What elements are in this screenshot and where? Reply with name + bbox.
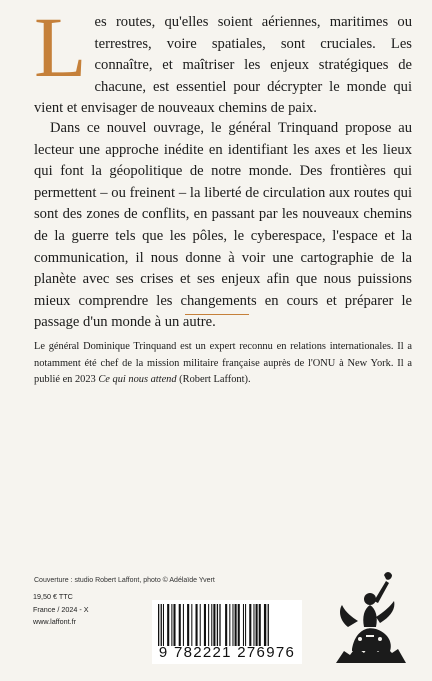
barcode-bar bbox=[238, 604, 240, 646]
price-info bbox=[33, 591, 89, 629]
barcode-bar bbox=[208, 604, 209, 646]
cover-credits: Couverture : studio Robert Laffont, photo © Adélaïde Yvert bbox=[34, 577, 215, 584]
barcode-bar bbox=[259, 604, 261, 646]
barcode-bar bbox=[158, 604, 159, 646]
bio-text-after: (Robert Laffont). bbox=[176, 374, 251, 386]
barcode-bar bbox=[243, 604, 244, 646]
barcode-bar bbox=[183, 604, 184, 646]
author-bio bbox=[34, 339, 412, 389]
summary-paragraph: Dans ce nouvel ouvrage, le général Trinquand propose au lecteur une approche inédite en identifiant les axes et les lieux qui font la géopolitique de notre monde. Des frontières qui permettent – ou freinent – la liberté de circulation aux routes qui sont des zones de conflits, en passant par les nouveaux chemins de la guerre tels que les pôles, le cyberespace, l'espace et la communication, il nous donne à voir une cartographie de la planète avec ses crises et ses enjeux afin que nous puissions mieux comprendre les changements en cours et préparer le passage d'un monde à un autre. bbox=[34, 120, 412, 331]
barcode-bar bbox=[268, 604, 269, 646]
barcode-bar bbox=[204, 604, 206, 646]
barcode-bar bbox=[173, 604, 175, 646]
barcode-bar bbox=[264, 604, 265, 646]
barcode-bar bbox=[219, 604, 220, 646]
barcode-bar bbox=[200, 604, 201, 646]
barcode-bar bbox=[249, 604, 251, 646]
barcode-bar bbox=[163, 604, 164, 646]
barcode-bar bbox=[235, 604, 237, 646]
edition-label: France / 2024 - X bbox=[33, 604, 89, 614]
barcode-bar bbox=[256, 604, 258, 646]
barcode-bar bbox=[213, 604, 215, 646]
barcode-bar bbox=[232, 604, 233, 646]
bio-text-before: Le général Dominique Trinquand est un expert reconnu en relations internationales. Il a notamment été chef de la mission militaire française auprès de l'ONU à New York. Il a publié en 2023 bbox=[34, 341, 412, 386]
barcode-bar bbox=[187, 604, 189, 646]
isbn-number: 9 782221 276976 bbox=[158, 644, 296, 661]
publisher-url: www.laffont.fr bbox=[33, 617, 77, 626]
barcode-bar bbox=[171, 604, 172, 646]
barcode-bar bbox=[167, 604, 169, 646]
section-divider bbox=[185, 314, 249, 315]
barcode-bar bbox=[196, 604, 198, 646]
intro-text: es routes, qu'elles soient aériennes, maritimes ou terrestres, voire spatiales, sont cruciales. Les connaître, et maîtriser les enjeux stratégiques de chacune, est essentiel pour décrypter le monde qui vient et envisager de nouveaux chemins de paix. bbox=[34, 14, 412, 117]
barcode-bars bbox=[158, 604, 296, 646]
barcode-bar bbox=[265, 604, 266, 646]
barcode-bar bbox=[191, 604, 192, 646]
barcode-bar bbox=[245, 604, 246, 646]
barcode-bar bbox=[225, 604, 227, 646]
barcode bbox=[152, 600, 302, 664]
barcode-bar bbox=[217, 604, 218, 646]
publisher-emblem-icon bbox=[330, 565, 410, 665]
barcode-bar bbox=[211, 604, 212, 646]
barcode-bar bbox=[253, 604, 254, 646]
barcode-bar bbox=[179, 604, 181, 646]
price-label: 19,50 € TTC bbox=[33, 592, 73, 601]
bio-book-title: Ce qui nous attend bbox=[98, 374, 177, 386]
barcode-bar bbox=[161, 604, 162, 646]
drop-cap: L bbox=[34, 0, 87, 95]
barcode-bar bbox=[229, 604, 230, 646]
intro-paragraph bbox=[34, 0, 412, 120]
